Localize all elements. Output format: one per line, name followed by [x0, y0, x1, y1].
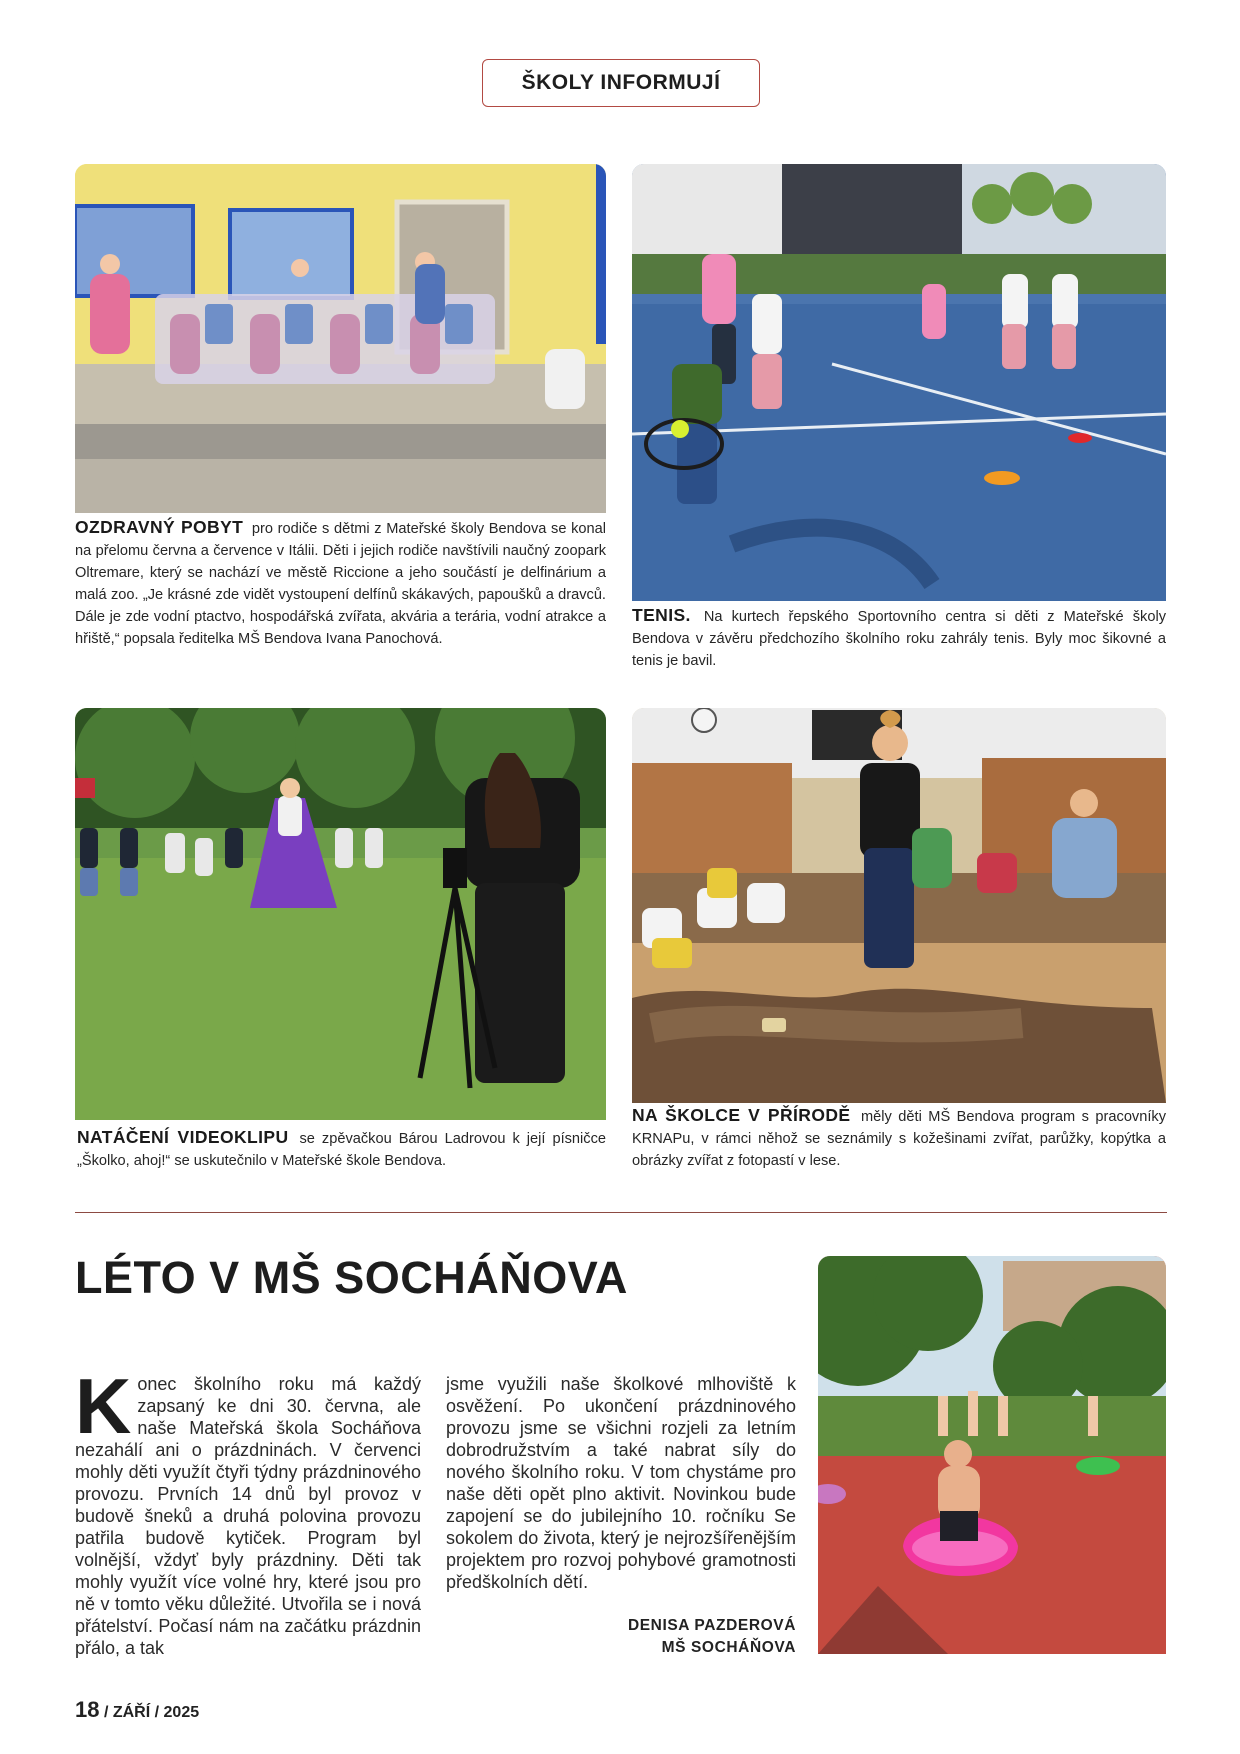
photo-tenis	[632, 164, 1166, 601]
caption-skolka-v-prirode	[632, 1104, 1166, 1172]
caption-heading: NATÁČENÍ VIDEOKLIPU	[77, 1127, 289, 1147]
footer-separator: /	[154, 1704, 160, 1721]
article-column-2	[446, 1373, 796, 1593]
author-school: MŠ SOCHÁŇOVA	[661, 1639, 796, 1656]
photo-skolka-v-prirode	[632, 708, 1166, 1103]
caption-text: Na kurtech řepského Sportovního centra si děti z Mateřské školy Bendova v závěru předchozího školního roku zahrály tenis. Byly moc šikovné a tenis je bavil.	[632, 609, 1166, 669]
caption-heading: NA ŠKOLCE V PŘÍRODĚ	[632, 1105, 851, 1125]
page-number: 18	[75, 1697, 100, 1722]
caption-text: se zpěvačkou Bárou Ladrovou k její písničce „Školko, ahoj!“ se uskutečnilo v Mateřské škole Bendova.	[77, 1131, 606, 1169]
caption-heading: TENIS.	[632, 605, 691, 625]
caption-heading: OZDRAVNÝ POBYT	[75, 517, 244, 537]
photo-ozdravny-pobyt	[75, 164, 606, 513]
caption-ozdravny-pobyt	[75, 516, 606, 650]
footer-year: 2025	[163, 1704, 200, 1721]
caption-tenis	[632, 604, 1166, 672]
section-label: ŠKOLY INFORMUJÍ	[482, 59, 760, 107]
photo-leto	[818, 1256, 1166, 1654]
caption-text: měly děti MŠ Bendova program s pracovníky KRNAPu, v rámci něhož se seznámily s kožešinami zvířat, parůžky, kopýtka a obrázky zvířat z fotopastí v lese.	[632, 1109, 1166, 1169]
article-column-1	[75, 1362, 421, 1659]
article-col1-text: onec školního roku má každý zapsaný ke dni 30. června, ale naše Mateřská škola Socháňova nezahálí ani o prázdninách. V červenci mohly děti využít čtyři týdny prázdninového provozu. Prvních 14 dnů byl provoz v budově šneků a druhá polovina provozu patřila budově kytiček. Program byl volnější, vždyť byly prázdniny. Děti tak mohly využít více volné hry, které jsou pro ně v tomto věku důležité. Utvořila se i nová přátelství. Počasí nám na začátku prázdnin přálo, a tak	[75, 1374, 421, 1658]
footer-separator: /	[103, 1704, 109, 1721]
caption-videoklip	[77, 1126, 606, 1172]
drop-cap: K	[75, 1362, 132, 1450]
footer-month: ZÁŘÍ	[112, 1704, 151, 1721]
author-name: DENISA PAZDEROVÁ	[627, 1617, 796, 1634]
section-divider	[75, 1212, 1167, 1213]
article-col2-text: jsme využili naše školkové mlhoviště k osvěžení. Po ukončení prázdninového provozu jsme se všichni rozjeli za letním dobrodružstvím a také nabrat síly do nového školního roku. V tom chystáme pro naše děti opět plno aktivit. Novinkou bude zapojení se do jubilejního 10. ročníku Se sokolem do života, který je nejrozšířenějším projektem pro rozvoj pohybové gramotnosti předškolních dětí.	[446, 1374, 796, 1592]
photo-videoklip	[75, 708, 606, 1120]
caption-text: pro rodiče s dětmi z Mateřské školy Bendova se konal na přelomu června a července v Itálii. Děti i jejich rodiče navštívili naučný zoopark Oltremare, který se nachází ve městě Riccione a jeho součástí je delfinárium a malá zoo. „Je krásné zde vidět vystoupení delfínů skákavých, papoušků a dravců. Dále je zde vodní ptactvo, hospodářská zvířata, akvária a terária, vodní atrakce a hřiště,“ popsala ředitelka MŠ Bendova Ivana Panochová.	[75, 521, 607, 647]
article-byline	[560, 1615, 796, 1659]
page-footer	[75, 1697, 199, 1723]
article-title: LÉTO V MŠ SOCHÁŇOVA	[75, 1252, 628, 1303]
